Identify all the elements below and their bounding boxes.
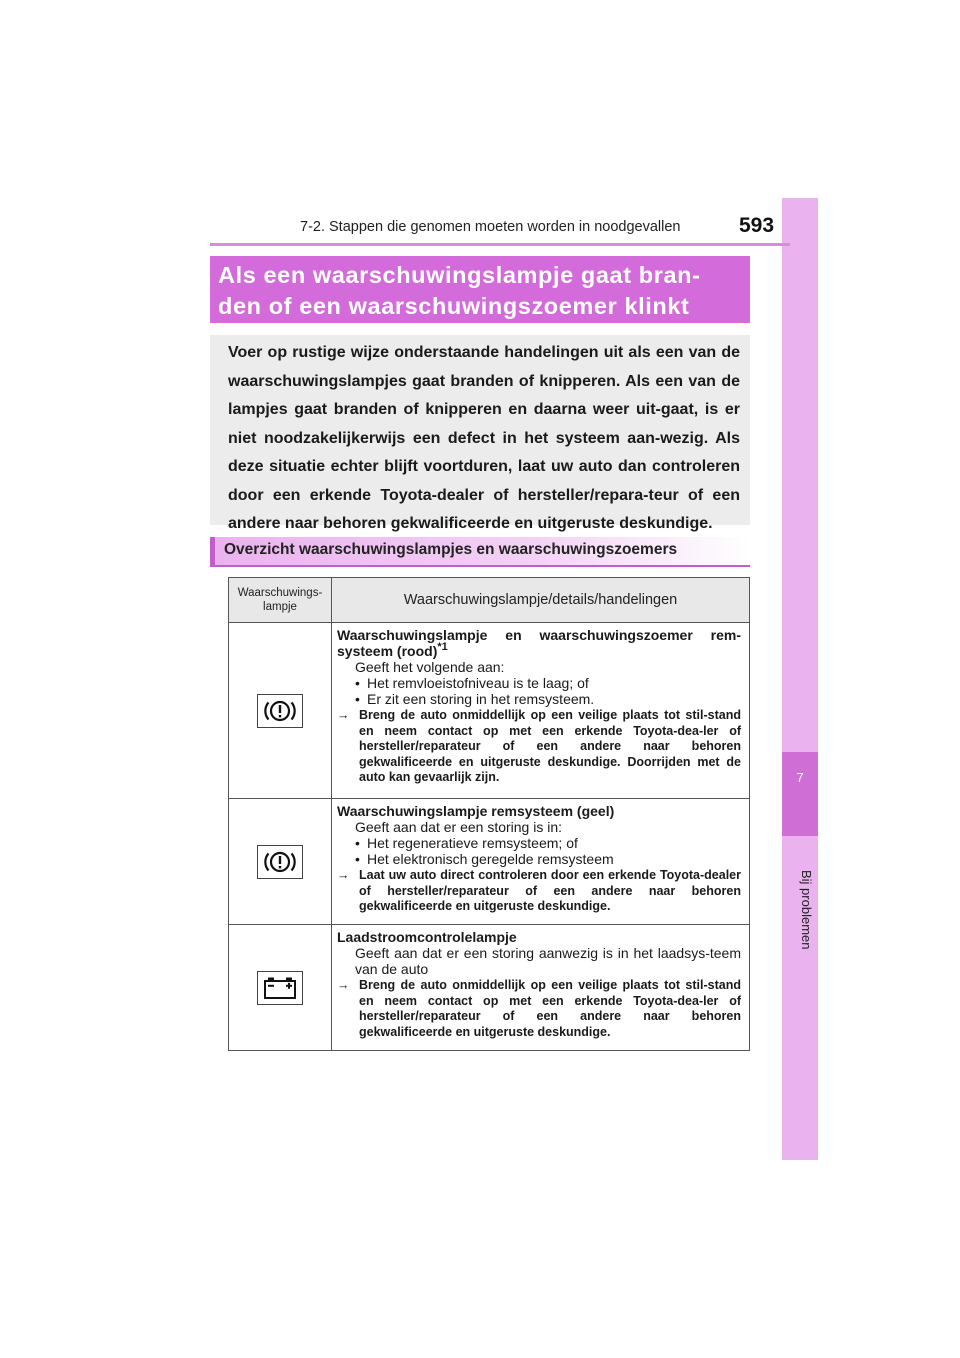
warning-description: Geeft het volgende aan: [355,659,505,675]
chapter-label: Bij problemen [799,870,814,950]
page-title-line-2: den of een waarschuwingszoemer klinkt [218,293,690,319]
table-row [229,925,750,1051]
page-title [210,256,750,323]
warning-action [337,708,741,786]
warning-action-text: Breng de auto onmiddellijk op een veilige plaats tot stil-stand en neem contact op met een erkende Toyota-dea-ler of hersteller/reparateur of een andere naar behoren gekwalificeerde en uitgeruste deskundige. [359,978,741,1039]
side-tab [782,198,818,1160]
list-item-text: Het elektronisch geregelde remsysteem [367,851,614,867]
page-title-line-1: Als een waarschuwingslampje gaat bran- [218,262,701,288]
warning-title: Laadstroomcontrolelampje [337,929,517,945]
warning-title [337,627,741,659]
column-header-details: Waarschuwingslampje/details/handelingen [332,578,750,623]
chapter-number: 7 [796,770,804,785]
footnote-marker: *1 [437,641,448,653]
warning-lights-table [228,577,750,1051]
warning-action-text: Laat uw auto direct controleren door een erkende Toyota-dealer of hersteller/reparateur of een andere naar behoren gekwalificeerde en uitgeruste deskundige. [359,868,741,913]
arrow-icon: → [337,708,350,722]
list-item: • Het regeneratieve remsysteem; of [355,835,578,851]
table-header-row [229,578,750,623]
warning-action [337,978,741,1040]
list-item-text: Er zit een storing in het remsysteem. [367,691,595,707]
page-number: 593 [739,214,775,237]
warning-details [332,925,750,1051]
icon-cell [229,799,332,925]
header-divider [210,243,790,246]
brake-warning-icon [257,694,303,728]
icon-cell [229,925,332,1051]
list-item-text: Het remvloeistofniveau is te laag; of [367,675,589,691]
column-header-lamp: Waarschuwings-lampje [229,578,332,623]
section-header: 7-2. Stappen die genomen moeten worden in noodgevallen [300,219,681,235]
table-row [229,623,750,799]
table-row [229,799,750,925]
warning-action-text: Breng de auto onmiddellijk op een veilige plaats tot stil-stand en neem contact op met een erkende Toyota-dea-ler of hersteller/reparateur of een andere naar behoren gekwalificeerde en uitgeruste deskundige. Doorrijden met de auto kan gevaarlijk zijn. [359,708,741,784]
brake-system-icon [257,845,303,879]
list-item: • Het elektronisch geregelde remsysteem [355,851,614,867]
warning-title-text: Waarschuwingslampje en waarschuwingszoemer rem-systeem (rood) [337,627,741,659]
arrow-icon: → [337,868,350,882]
list-item: • Er zit een storing in het remsysteem. [355,691,595,707]
warning-details [332,799,750,925]
subheading-accent-bar [210,537,215,566]
warning-title: Waarschuwingslampje remsysteem (geel) [337,803,615,819]
section-subheading: Overzicht waarschuwingslampjes en waarschuwingszoemers [210,537,750,566]
warning-description: Geeft aan dat er een storing is in: [355,819,563,835]
list-item: • Het remvloeistofniveau is te laag; of [355,675,589,691]
list-item-text: Het regeneratieve remsysteem; of [367,835,578,851]
battery-icon [257,971,303,1005]
warning-action [337,868,741,915]
icon-cell [229,623,332,799]
arrow-icon: → [337,978,350,992]
intro-paragraph: Voer op rustige wijze onderstaande handelingen uit als een van de waarschuwingslampjes gaat branden of knipperen. Als een van de lampjes gaat branden of knipperen en daarna weer uit-gaat, is er niet noodzakelijkerwijs een defect in het systeem aan-wezig. Als deze situatie echter blijft voortduren, laat uw auto dan controleren door een erkende Toyota-dealer of hersteller/repara-teur of een andere naar behoren gekwalificeerde en uitgeruste deskundige. [210,335,750,525]
warning-details [332,623,750,799]
warning-description: Geeft aan dat er een storing aanwezig is in het laadsys-teem van de auto [355,945,741,977]
subheading-underline [210,565,750,567]
chapter-marker [782,752,818,836]
